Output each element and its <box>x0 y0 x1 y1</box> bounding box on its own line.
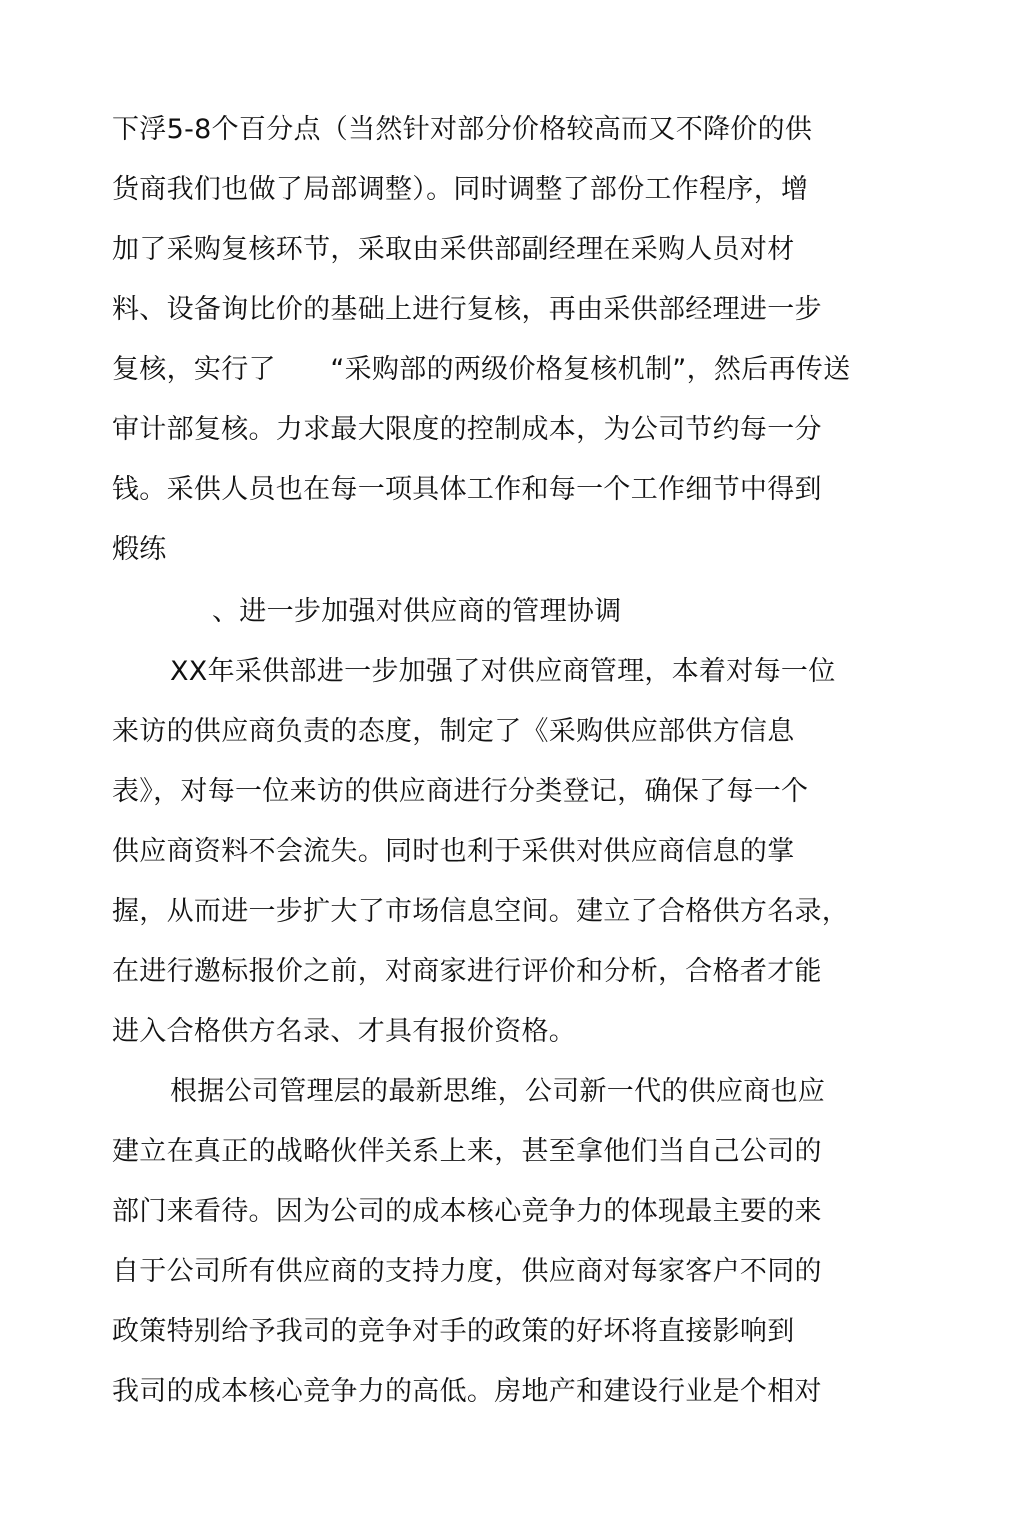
text-line: 料、设备询比价的基础上进行复核，再由采供部经理进一步 <box>112 294 822 325</box>
paragraph-start: XX年采供部进一步加强了对供应商管理，本着对每一位 <box>170 656 836 687</box>
text-line: 下浮5-8个百分点（当然针对部分价格较高而又不降价的供 <box>112 114 813 145</box>
text-line: 握，从而进一步扩大了市场信息空间。建立了合格供方名录， <box>112 896 850 927</box>
text-line: 部门来看待。因为公司的成本核心竞争力的体现最主要的来 <box>112 1196 822 1227</box>
text-line: 供应商资料不会流失。同时也利于采供对供应商信息的掌 <box>112 836 795 867</box>
section-heading: 、进一步加强对供应商的管理协调 <box>212 596 622 627</box>
text-line: 审计部复核。力求最大限度的控制成本，为公司节约每一分 <box>112 414 822 445</box>
text-line: 表》，对每一位来访的供应商进行分类登记，确保了每一个 <box>112 776 809 807</box>
text-line: 货商我们也做了局部调整）。同时调整了部份工作程序，增 <box>112 174 809 205</box>
text-line: 建立在真正的战略伙伴关系上来，甚至拿他们当自己公司的 <box>112 1136 822 1167</box>
text-line: 政策特别给予我司的竞争对手的政策的好坏将直接影响到 <box>112 1316 795 1347</box>
text-line: 加了采购复核环节，采取由采供部副经理在采购人员对材 <box>112 234 795 265</box>
text-line: 自于公司所有供应商的支持力度，供应商对每家客户不同的 <box>112 1256 822 1287</box>
text-line: 钱。采供人员也在每一项具体工作和每一个工作细节中得到 <box>112 474 822 505</box>
text-line: 来访的供应商负责的态度，制定了《采购供应部供方信息 <box>112 716 795 747</box>
text-line: 在进行邀标报价之前，对商家进行评价和分析，合格者才能 <box>112 956 822 987</box>
text-line: 我司的成本核心竞争力的高低。房地产和建设行业是个相对 <box>112 1376 822 1407</box>
text-line: 复核，实行了 “采购部的两级价格复核机制”，然后再传送 <box>112 354 851 385</box>
text-line: 进入合格供方名录、才具有报价资格。 <box>112 1016 577 1047</box>
text-line: 煅练 <box>112 534 167 565</box>
paragraph-start: 根据公司管理层的最新思维，公司新一代的供应商也应 <box>170 1076 826 1107</box>
